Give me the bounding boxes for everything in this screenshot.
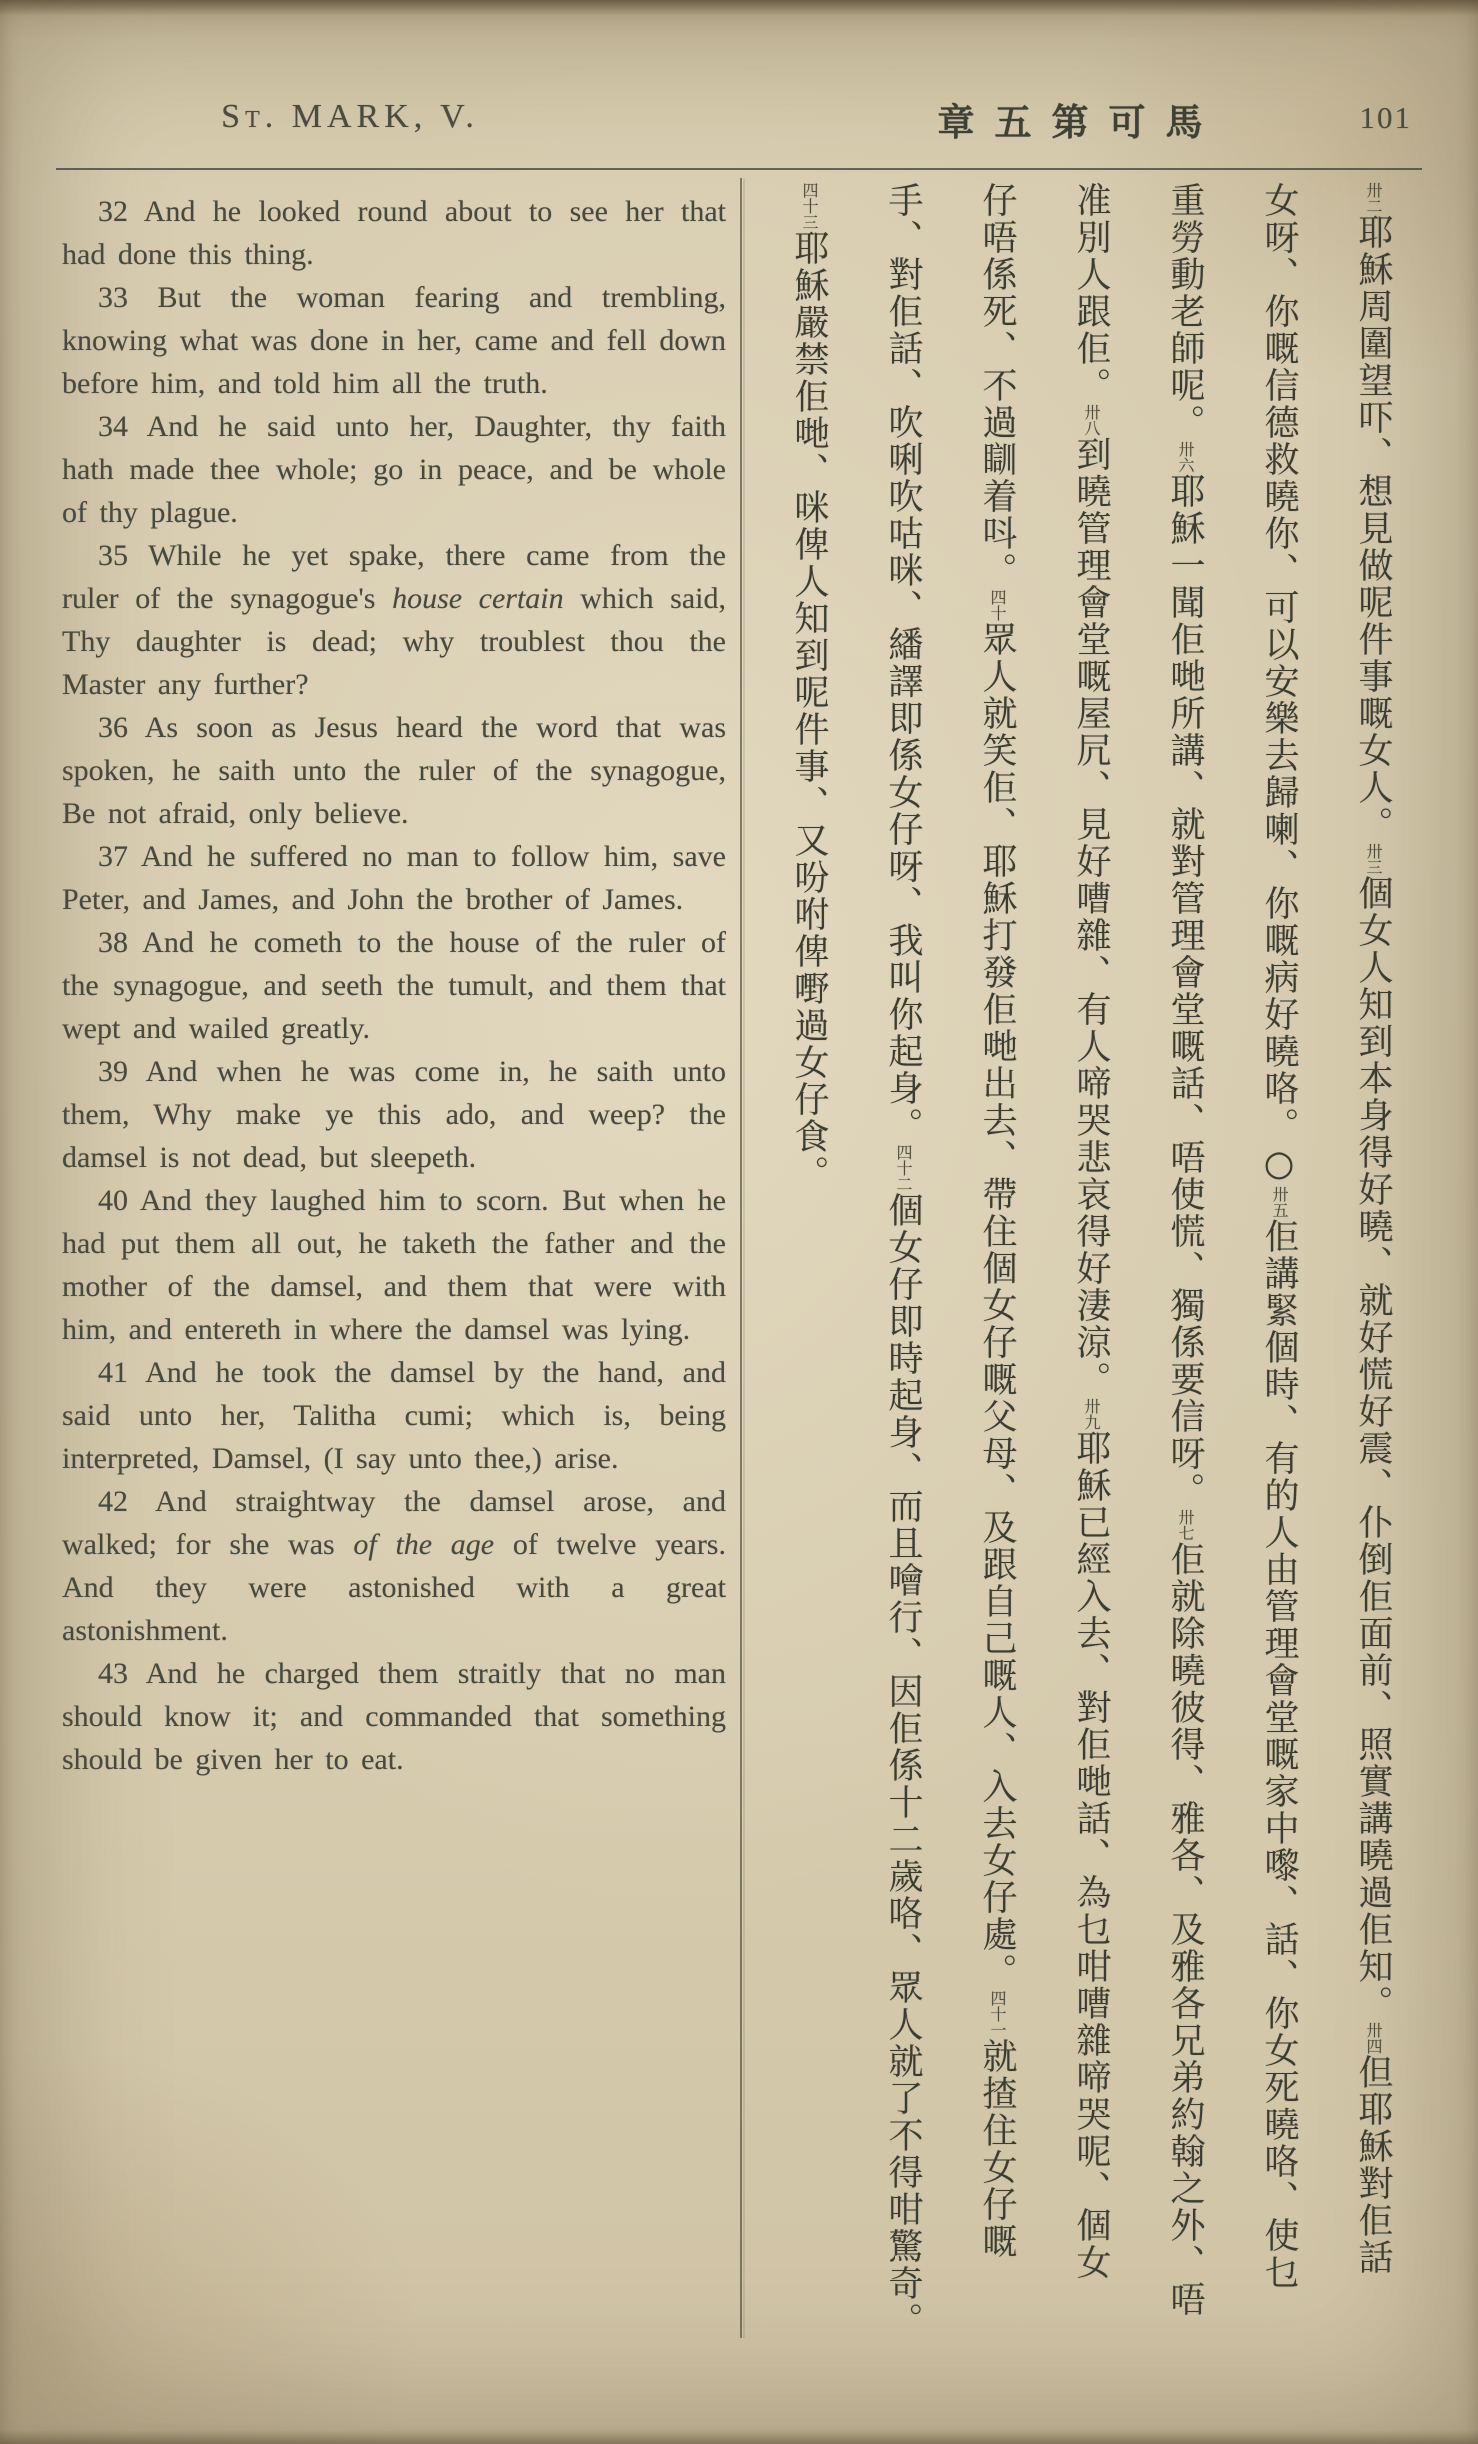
verse-number-marker: 卅二 xyxy=(1364,182,1383,214)
verse-paragraph: 39 And when he was come in, he saith unto them, Why make ye this ado, and weep? the damsel is not dead, but sleepeth. xyxy=(62,1055,726,1174)
chinese-column: 四十三耶穌嚴禁佢哋、咪俾人知到呢件事、又吩咐俾嘢過女仔食。 xyxy=(789,182,829,1192)
italic-text: house certain xyxy=(392,582,564,615)
running-head-chinese: 章五第可馬 xyxy=(937,103,1223,144)
verse-paragraph: 35 While he yet spake, there came from the ruler of the synagogue's house certain which said, Thy daughter is dead; why troublest thou the Master any further? xyxy=(62,539,727,701)
verse-paragraph: 40 And they laughed him to scorn. But when he had put them all out, he taketh the father and the mother of the damsel, and them that were with him, and entereth in where the damsel was lying. xyxy=(62,1184,726,1346)
verse-number-marker: 卅六 xyxy=(1176,441,1195,473)
english-text-column xyxy=(62,190,726,1781)
column-divider xyxy=(740,178,742,2338)
verse-paragraph: 42 And straightway the damsel arose, and walked; for she was of the age of twelve years. And they were astonished with a great astonishment. xyxy=(62,1485,726,1647)
verse-paragraph: 32 And he looked round about to see her that had done this thing. xyxy=(62,195,726,271)
chinese-column: 女呀、你嘅信德救曉你、可以安樂去歸喇、你嘅病好曉咯。○卅五佢講緊個時、有的人由管理會堂嘅家中嚟、話、你女死曉咯、使乜 xyxy=(1259,182,1299,2291)
running-head-english: St. MARK, V. xyxy=(221,98,479,135)
verse-number-marker: 四十 xyxy=(988,589,1007,621)
verse-paragraph: 34 And he said unto her, Daughter, thy faith hath made thee whole; go in peace, and be whole of thy plague. xyxy=(62,410,726,529)
verse-number-marker: 卅八 xyxy=(1082,404,1101,436)
verse-number-marker: 卅三 xyxy=(1364,843,1383,875)
chinese-column: 重勞動老師呢。卅六耶穌一聞佢哋所講、就對管理會堂嘅話、唔使慌、獨係要信呀。卅七佢就除曉彼得、雅各、及雅各兄弟約翰之外、唔 xyxy=(1165,182,1205,2318)
italic-text: of the age xyxy=(353,1528,495,1561)
chinese-column: 卅二耶穌周圍望吓、想見做呢件事嘅女人。卅三個女人知到本身得好曉、就好慌好震、仆倒佢面前、照實講曉過佢知。卅四但耶穌對佢話 xyxy=(1353,182,1393,2276)
verse-number-marker: 卅四 xyxy=(1364,2022,1383,2054)
verse-number-marker: 卅九 xyxy=(1082,1398,1101,1430)
verse-number-marker: 四十一 xyxy=(988,1990,1007,2038)
verse-number-marker: 四十三 xyxy=(800,182,819,230)
verse-paragraph: 36 As soon as Jesus heard the word that was spoken, he saith unto the ruler of the synagogue, Be not afraid, only believe. xyxy=(62,711,726,830)
verse-paragraph: 43 And he charged them straitly that no man should know it; and commanded that something should be given her to eat. xyxy=(62,1657,726,1776)
chinese-column: 仔唔係死、不過瞓着呌。四十眾人就笑佢、耶穌打發佢哋出去、帶住個女仔嘅父母、及跟自己嘅人、入去女仔處。四十一就揸住女仔嘅 xyxy=(977,182,1017,2260)
verse-paragraph: 37 And he suffered no man to follow him, save Peter, and James, and John the brother of James. xyxy=(62,840,726,916)
header-rule xyxy=(56,168,1422,170)
page-number: 101 xyxy=(1359,100,1412,135)
verse-number-marker: 卅五 xyxy=(1270,1186,1289,1218)
verse-number-marker: 四十二 xyxy=(894,1144,913,1192)
verse-paragraph: 41 And he took the damsel by the hand, and said unto her, Talitha cumi; which is, being interpreted, Damsel, (I say unto thee,) arise. xyxy=(62,1356,726,1475)
verse-paragraph: 38 And he cometh to the house of the ruler of the synagogue, and seeth the tumult, and them that wept and wailed greatly. xyxy=(62,926,726,1045)
chinese-text-columns xyxy=(760,182,1420,2397)
chinese-column: 准別人跟佢。卅八到曉管理會堂嘅屋凥、見好嘈雜、有人啼哭悲哀得好淒涼。卅九耶穌已經入去、對佢哋話、為乜咁嘈雜啼哭呢、個女 xyxy=(1071,182,1111,2281)
verse-paragraph: 33 But the woman fearing and trembling, knowing what was done in her, came and fell down before him, and told him all the truth. xyxy=(62,281,726,400)
verse-number-marker: 卅七 xyxy=(1176,1509,1195,1541)
chinese-column: 手、對佢話、吹唎吹咕咪、繙譯即係女仔呀、我叫你起身。四十二個女仔即時起身、而且噲行、因佢係十二歲咯、眾人就了不得咁驚奇。 xyxy=(883,182,923,2339)
